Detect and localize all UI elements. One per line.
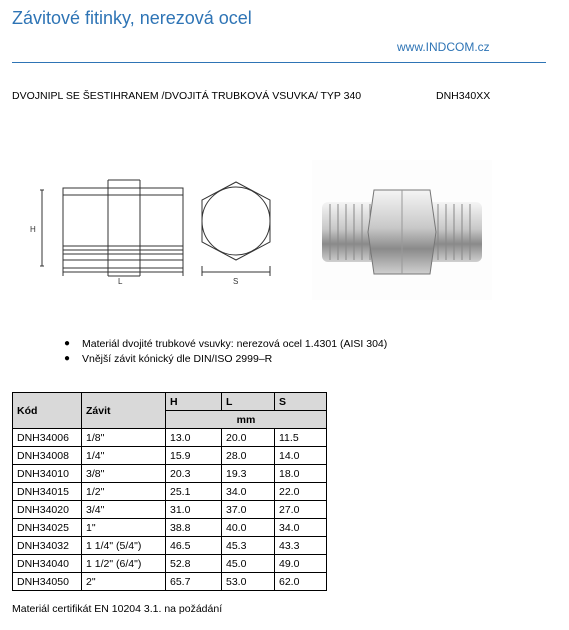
spec-table bbox=[12, 392, 327, 591]
cell-h: 65.7 bbox=[166, 573, 222, 591]
cell-s: 49.0 bbox=[275, 555, 327, 573]
cell-l: 45.3 bbox=[222, 537, 275, 555]
cell-s: 18.0 bbox=[275, 465, 327, 483]
cell-l: 45.0 bbox=[222, 555, 275, 573]
thread-note: Vnější závit kónický dle DIN/ISO 2999–R bbox=[82, 353, 273, 365]
cell-h: 38.8 bbox=[166, 519, 222, 537]
product-code: DNH340XX bbox=[436, 90, 491, 102]
cell-l: 34.0 bbox=[222, 483, 275, 501]
col-header-s: S bbox=[275, 393, 327, 411]
cell-zavit: 3/4" bbox=[82, 501, 166, 519]
table-row bbox=[13, 555, 327, 573]
cell-zavit: 1/4" bbox=[82, 447, 166, 465]
table-row bbox=[13, 447, 327, 465]
col-header-h: H bbox=[166, 393, 222, 411]
bullet-dot: ● bbox=[64, 338, 71, 349]
cell-s: 43.3 bbox=[275, 537, 327, 555]
cell-zavit: 1/2" bbox=[82, 483, 166, 501]
cell-l: 20.0 bbox=[222, 429, 275, 447]
product-photo bbox=[312, 160, 492, 300]
col-header-l: L bbox=[222, 393, 275, 411]
cell-l: 37.0 bbox=[222, 501, 275, 519]
col-header-zavit: Závit bbox=[82, 393, 166, 429]
col-header-kod: Kód bbox=[13, 393, 82, 429]
table-row bbox=[13, 465, 327, 483]
header-divider bbox=[12, 62, 546, 63]
cell-h: 13.0 bbox=[166, 429, 222, 447]
cell-h: 25.1 bbox=[166, 483, 222, 501]
certificate-note: Materiál certifikát EN 10204 3.1. na požádání bbox=[12, 603, 223, 615]
hex-end-view-drawing bbox=[202, 182, 270, 276]
cell-l: 40.0 bbox=[222, 519, 275, 537]
bullet-item bbox=[64, 338, 387, 350]
cell-kod: DNH34050 bbox=[13, 573, 82, 591]
material-note: Materiál dvojité trubkové vsuvky: nerezová ocel 1.4301 (AISI 304) bbox=[82, 338, 388, 350]
label-h: H bbox=[30, 225, 36, 234]
label-l: L bbox=[118, 277, 123, 286]
cell-zavit: 1 1/4" (5/4") bbox=[82, 537, 166, 555]
cell-s: 11.5 bbox=[275, 429, 327, 447]
cell-h: 20.3 bbox=[166, 465, 222, 483]
label-s: S bbox=[233, 277, 239, 286]
unit-header: mm bbox=[166, 411, 327, 429]
cell-kod: DNH34006 bbox=[13, 429, 82, 447]
cell-kod: DNH34015 bbox=[13, 483, 82, 501]
cell-l: 28.0 bbox=[222, 447, 275, 465]
table-row bbox=[13, 519, 327, 537]
cell-h: 46.5 bbox=[166, 537, 222, 555]
website-link[interactable]: www.INDCOM.cz bbox=[397, 40, 490, 54]
cell-s: 34.0 bbox=[275, 519, 327, 537]
material-notes bbox=[64, 338, 387, 368]
cell-s: 22.0 bbox=[275, 483, 327, 501]
cell-kod: DNH34025 bbox=[13, 519, 82, 537]
cell-h: 52.8 bbox=[166, 555, 222, 573]
cell-s: 27.0 bbox=[275, 501, 327, 519]
bullet-dot: ● bbox=[64, 353, 71, 364]
cell-kod: DNH34020 bbox=[13, 501, 82, 519]
cell-kod: DNH34010 bbox=[13, 465, 82, 483]
cell-zavit: 3/8" bbox=[82, 465, 166, 483]
side-view-drawing bbox=[40, 180, 183, 276]
table-row bbox=[13, 537, 327, 555]
cell-h: 31.0 bbox=[166, 501, 222, 519]
cell-zavit: 1 1/2" (6/4") bbox=[82, 555, 166, 573]
cell-zavit: 1/8" bbox=[82, 429, 166, 447]
table-row bbox=[13, 501, 327, 519]
cell-zavit: 2" bbox=[82, 573, 166, 591]
table-row bbox=[13, 429, 327, 447]
table-row bbox=[13, 573, 327, 591]
cell-zavit: 1" bbox=[82, 519, 166, 537]
cell-h: 15.9 bbox=[166, 447, 222, 465]
cell-l: 53.0 bbox=[222, 573, 275, 591]
cell-kod: DNH34008 bbox=[13, 447, 82, 465]
product-title: DVOJNIPL SE ŠESTIHRANEM /DVOJITÁ TRUBKOVÁ VSUVKA/ TYP 340 bbox=[12, 90, 362, 102]
table-row bbox=[13, 483, 327, 501]
cell-kod: DNH34032 bbox=[13, 537, 82, 555]
page-title: Závitové fitinky, nerezová ocel bbox=[12, 8, 252, 28]
cell-l: 19.3 bbox=[222, 465, 275, 483]
technical-drawing bbox=[0, 160, 310, 300]
cell-kod: DNH34040 bbox=[13, 555, 82, 573]
cell-s: 14.0 bbox=[275, 447, 327, 465]
bullet-item bbox=[64, 353, 387, 365]
cell-s: 62.0 bbox=[275, 573, 327, 591]
